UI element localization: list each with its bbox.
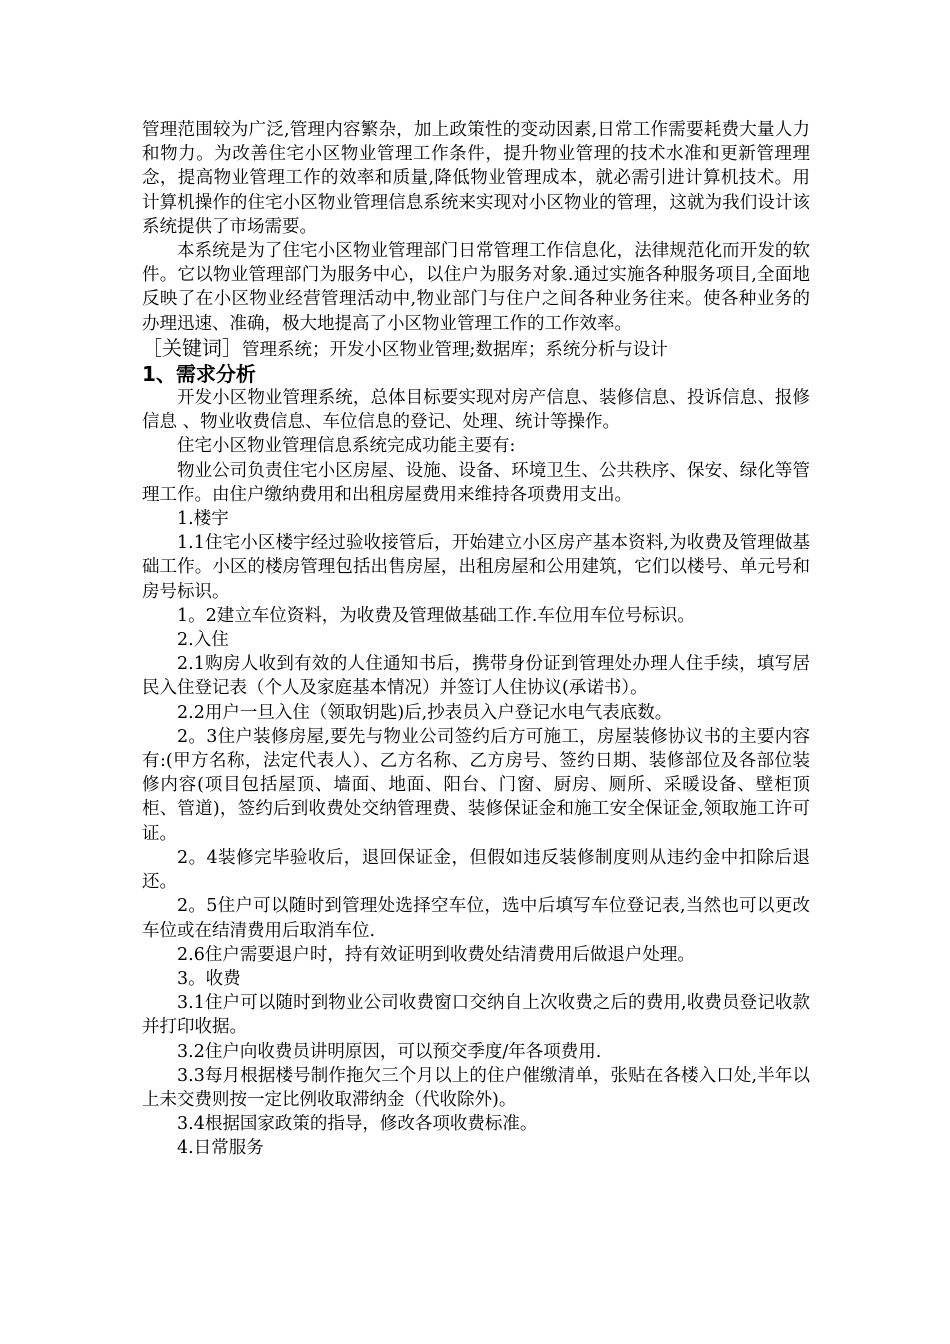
body-paragraph: 1.楼宇 [177,509,229,530]
body-paragraph: 3。收费 [177,968,241,989]
body-paragraph: 2。5住户可以随时到管理处选择空车位，选中后填写车位登记表,当然也可以更改车位或在结清费用后取消车位. [142,896,810,941]
body-paragraph: 2.入住 [177,630,229,651]
body-paragraph: 1.1住宅小区楼宇经过验收接管后，开始建立小区房产基本资料,为收费及管理做基础工作。小区的楼房管理包括出售房屋，出租房屋和公用建筑，它们以楼号、单元号和房号标识。 [142,533,810,602]
keywords-line [142,336,810,362]
intro-paragraph-1: 管理范围较为广泛,管理内容繁杂，加上政策性的变动因素,日常工作需要耗费大量人力和物力。为改善住宅小区物业管理工作条件，提升物业管理的技术水准和更新管理理念，提高物业管理工作的效率和质量,降低物业管理成本，就必需引进计算机技术。用计算机操作的住宅小区物业管理信息系统来实现对小区物业的管理，这就为我们设计该系统提供了市场需要。 [142,120,810,237]
body-paragraph: 4.日常服务 [177,1138,264,1159]
keywords-label: ［关键词］ [142,335,242,360]
body-paragraph: 3.3每月根据楼号制作拖欠三个月以上的住户催缴清单，张贴在各楼入口处,半年以上未交费则按一定比例收取滞纳金（代收除外)。 [142,1065,810,1110]
body-paragraph: 3.4根据国家政策的指导，修改各项收费标准。 [177,1114,538,1135]
body-paragraph: 2。3住户装修房屋,要先与物业公司签约后方可施工，房屋装修协议书的主要内容有:(甲方名称，法定代表人）、乙方名称、乙方房号、签约日期、装修部位及各部位装修内容(项目包括屋顶、墙面、地面、阳台、门窗、厨房、厕所、采暖设备、壁柜顶柜、管道)，签约后到收费处交纳管理费、装修保证金和施工安全保证金,领取施工许可证。 [142,726,810,844]
body-paragraph: 3.1住户可以随时到物业公司收费窗口交纳自上次收费之后的费用,收费员登记收款并打印收据。 [142,993,810,1038]
body-paragraph: 2。4装修完毕验收后，退回保证金，但假如违反装修制度则从违约金中扣除后退还。 [142,847,810,893]
document-page [142,118,810,1161]
body-paragraph: 物业公司负责住宅小区房屋、设施、设备、环境卫生、公共秩序、保安、绿化等管理工作。由住户缴纳费用和出租房屋费用来维持各项费用支出。 [142,460,810,505]
intro-paragraph-2: 本系统是为了住宅小区物业管理部门日常管理工作信息化，法律规范化而开发的软件。它以物业管理部门为服务中心，以住户为服务对象.通过实施各种服务项目,全面地反映了在小区物业经营管理活动中,物业部门与住户之间各种业务往来。使各种业务的办理迅速、准确，极大地提高了小区物业管理工作的工作效率。 [142,241,810,334]
body-paragraph: 2.6住户需要退户时，持有效证明到收费处结清费用后做退户处理。 [177,944,695,965]
section-heading: 1、需求分析 [142,362,256,387]
body-paragraph: 2.1购房人收到有效的人住通知书后，携带身份证到管理处办理人住手续，填写居民入住登记表（个人及家庭基本情况）并签订人住协议(承诺书）。 [142,654,810,699]
keywords-text: 管理系统；开发小区物业管理;数据库；系统分析与设计 [242,339,668,360]
body-paragraph: 2.2用户一旦入住（领取钥匙)后,抄表员入户登记水电气表底数。 [177,702,673,723]
body-paragraph: 1。2建立车位资料，为收费及管理做基础工作.车位用车位号标识。 [177,605,695,626]
body-paragraph: 3.2住户向收费员讲明原因，可以预交季度/年各项费用. [177,1041,602,1062]
body-paragraph: 开发小区物业管理系统，总体目标要实现对房产信息、装修信息、投诉信息、报修信息 、物业收费信息、车位信息的登记、处理、统计等操作。 [142,388,810,433]
body-paragraph: 住宅小区物业管理信息系统完成功能主要有: [177,436,516,457]
